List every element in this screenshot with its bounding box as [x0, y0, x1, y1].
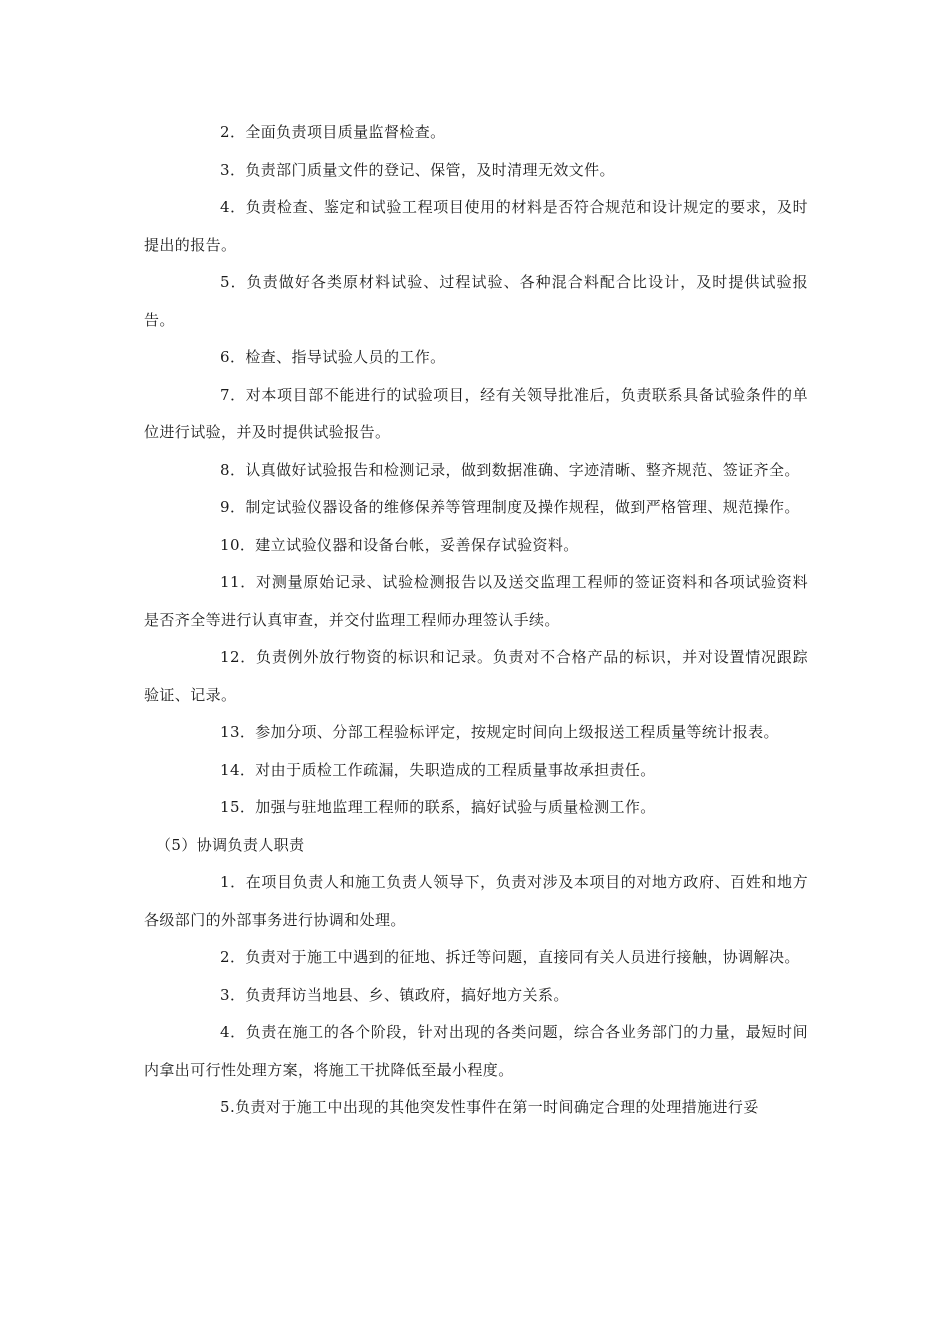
section-paragraph-4: 4．负责在施工的各个阶段，针对出现的各类问题，综合各业务部门的力量，最短时间内拿出可行性处理方案，将施工干扰降低至最小程度。: [144, 1023, 808, 1079]
section-paragraph-2: 2．负责对于施工中遇到的征地、拆迁等问题，直接同有关人员进行接触，协调解决。: [220, 948, 800, 966]
section-heading: （5）协调负责人职责: [156, 835, 305, 854]
section-paragraph-5: 5.负责对于施工中出现的其他突发性事件在第一时间确定合理的处理措施进行妥: [220, 1098, 759, 1116]
document-body: [144, 114, 808, 1127]
paragraph-item-6: 6．检查、指导试验人员的工作。: [220, 348, 446, 366]
section-paragraph-3: 3．负责拜访当地县、乡、镇政府，搞好地方关系。: [220, 985, 569, 1004]
paragraph-item-8: 8．认真做好试验报告和检测记录，做到数据准确、字迹清晰、整齐规范、签证齐全。: [220, 460, 800, 479]
paragraph-item-4: 4．负责检查、鉴定和试验工程项目使用的材料是否符合规范和设计规定的要求，及时提出的报告。: [144, 198, 808, 254]
paragraph-item-2: 2．全面负责项目质量监督检查。: [220, 123, 446, 141]
paragraph-item-13: 13．参加分项、分部工程验标评定，按规定时间向上级报送工程质量等统计报表。: [220, 723, 779, 741]
paragraph-item-7: 7．对本项目部不能进行的试验项目，经有关领导批准后，负责联系具备试验条件的单位进行试验，并及时提供试验报告。: [144, 385, 808, 441]
paragraph-item-12: 12．负责例外放行物资的标识和记录。负责对不合格产品的标识，并对设置情况跟踪验证、记录。: [144, 648, 808, 704]
paragraph-item-9: 9．制定试验仪器设备的维修保养等管理制度及操作规程，做到严格管理、规范操作。: [220, 498, 800, 516]
paragraph-item-3: 3．负责部门质量文件的登记、保管，及时清理无效文件。: [220, 160, 615, 179]
paragraph-item-5: 5．负责做好各类原材料试验、过程试验、各种混合料配合比设计，及时提供试验报告。: [144, 273, 808, 329]
paragraph-item-15: 15．加强与驻地监理工程师的联系，搞好试验与质量检测工作。: [220, 798, 656, 816]
paragraph-item-10: 10．建立试验仪器和设备台帐，妥善保存试验资料。: [220, 535, 579, 554]
section-paragraph-1: 1．在项目负责人和施工负责人领导下，负责对涉及本项目的对地方政府、百姓和地方各级部门的外部事务进行协调和处理。: [144, 873, 808, 929]
paragraph-item-11: 11．对测量原始记录、试验检测报告以及送交监理工程师的签证资料和各项试验资料是否齐全等进行认真审查，并交付监理工程师办理签认手续。: [144, 573, 808, 629]
paragraph-item-14: 14．对由于质检工作疏漏，失职造成的工程质量事故承担责任。: [220, 760, 656, 779]
